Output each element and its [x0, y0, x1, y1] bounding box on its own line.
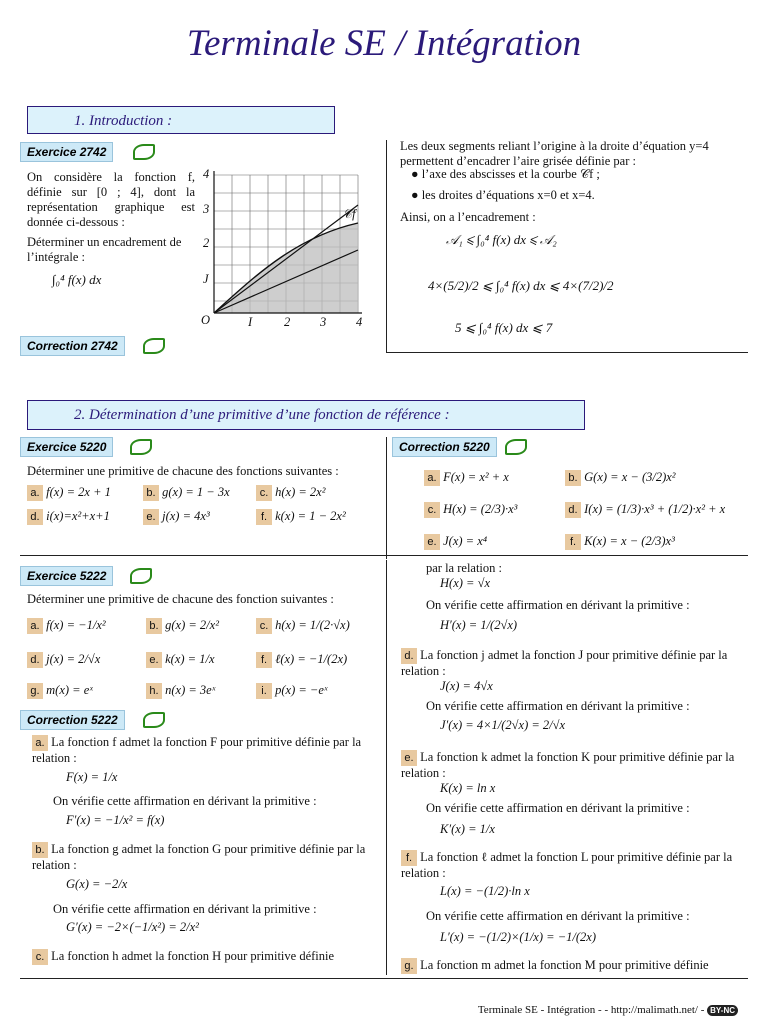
- cor5220-item-b: [565, 470, 676, 486]
- ex5220-item-a: [27, 485, 111, 501]
- exercise-2742-tag[interactable]: Exercice 2742: [20, 142, 113, 162]
- label-h: h.: [146, 683, 162, 699]
- label-d: d.: [401, 648, 417, 664]
- label-e: e.: [143, 509, 159, 525]
- leaf-icon[interactable]: [505, 439, 527, 455]
- ex5220-item-f: [256, 509, 346, 525]
- expr: h(x) = 1/(2·√x): [275, 618, 350, 632]
- encadrement-intro: Ainsi, on a l’encadrement :: [400, 210, 536, 224]
- label-d: d.: [27, 509, 43, 525]
- expr: h(x) = 2x²: [275, 485, 326, 499]
- ex5222-item-g: [27, 683, 93, 699]
- y-tick-3: 3: [203, 202, 210, 216]
- leaf-icon[interactable]: [130, 568, 152, 584]
- expr: ℓ(x) = −1/(2x): [275, 652, 348, 666]
- cont-relation-label: par la relation :: [426, 561, 503, 575]
- label-f: f.: [401, 850, 417, 866]
- cor5222-a: [32, 735, 372, 766]
- verify-e: On vérifie cette affirmation en dérivant la primitive :: [426, 801, 690, 815]
- footer-text[interactable]: Terminale SE - Intégration - - http://malimath.net/ -: [477, 1004, 705, 1016]
- cor5220-item-a: [424, 470, 509, 486]
- label-a: a.: [27, 485, 43, 501]
- leaf-icon[interactable]: [133, 144, 155, 160]
- label-f: f.: [256, 509, 272, 525]
- x-tick-3: 3: [320, 315, 327, 329]
- ex5222-item-i: [256, 683, 327, 699]
- expr: i(x)=x²+x+1: [46, 509, 110, 523]
- ex5222-item-b: [146, 618, 219, 634]
- expr: K(x) = x − (2/3)x³: [584, 534, 675, 548]
- curve-label: 𝒞f: [343, 207, 356, 221]
- verify-b: On vérifie cette affirmation en dérivant la primitive :: [53, 902, 317, 916]
- label-e: e.: [401, 750, 417, 766]
- leaf-icon[interactable]: [143, 338, 165, 354]
- statement: La fonction h admet la fonction H pour primitive définie: [51, 949, 335, 963]
- x-tick-4: 4: [356, 315, 363, 329]
- label-a: a.: [424, 470, 440, 486]
- label-c: c.: [256, 485, 272, 501]
- statement: La fonction f admet la fonction F pour primitive définie par la relation :: [32, 735, 362, 765]
- label-e: e.: [424, 534, 440, 550]
- row-divider: [20, 555, 748, 556]
- statement: La fonction k admet la fonction K pour primitive définie par la relation :: [401, 750, 735, 780]
- page-title: Terminale SE / Intégration: [186, 23, 582, 64]
- label-c: c.: [32, 949, 48, 965]
- expr: k(x) = 1/x: [165, 652, 215, 666]
- cor5222-d: [401, 648, 751, 679]
- encadrement-line-2: 4×(5/2)/2 ⩽ ∫₀⁴ f(x) dx ⩽ 4×(7/2)/2: [428, 278, 614, 293]
- bullet-1-text: l’axe des abscisses et la courbe 𝒞f ;: [421, 167, 600, 181]
- relation-a: F(x) = 1/x: [66, 770, 118, 784]
- expr: g(x) = 2/x²: [165, 618, 219, 632]
- expr: I(x) = (1/3)·x³ + (1/2)·x² + x: [584, 502, 726, 516]
- verify-a: On vérifie cette affirmation en dérivant la primitive :: [53, 794, 317, 808]
- ex5220-item-d: [27, 509, 110, 525]
- column-divider: [386, 140, 387, 353]
- expr: G(x) = x − (3/2)x²: [584, 470, 676, 484]
- statement: La fonction ℓ admet la fonction L pour primitive définie par la relation :: [401, 850, 733, 880]
- label-d: d.: [27, 652, 43, 668]
- section-divider: [386, 352, 748, 353]
- correction-5220-tag[interactable]: Correction 5220: [392, 437, 497, 457]
- label-a: a.: [32, 735, 48, 751]
- label-b: b.: [146, 618, 162, 634]
- x-tick-o: O: [201, 313, 211, 327]
- derivative-c: H′(x) = 1/(2√x): [440, 618, 518, 632]
- expr: H(x) = (2/3)·x³: [443, 502, 518, 516]
- label-a: a.: [27, 618, 43, 634]
- derivative-d: J′(x) = 4×1/(2√x) = 2/√x: [440, 718, 566, 732]
- derivative-a: F′(x) = −1/x² = f(x): [66, 813, 165, 827]
- right-intro-text: Les deux segments reliant l’origine à la droite d’équation y=4 permettent d’encadrer l’aire grisée définie par :: [400, 139, 709, 168]
- expr: F(x) = x² + x: [443, 470, 509, 484]
- ex5222-item-f: [256, 652, 347, 668]
- label-f: f.: [256, 652, 272, 668]
- ex5222-item-a: [27, 618, 106, 634]
- footer-divider: [20, 978, 748, 979]
- statement: La fonction j admet la fonction J pour primitive définie par la relation :: [401, 648, 728, 678]
- relation-d: J(x) = 4√x: [440, 679, 493, 693]
- label-d: d.: [565, 502, 581, 518]
- label-c: c.: [424, 502, 440, 518]
- expr: j(x) = 4x³: [162, 509, 210, 523]
- exercise-5222-tag[interactable]: Exercice 5222: [20, 566, 113, 586]
- intro-task: Déterminer un encadrement de l’intégrale :: [27, 235, 182, 264]
- intro-integral: ∫₀⁴ f(x) dx: [52, 272, 102, 287]
- ex5222-item-d: [27, 652, 100, 668]
- ex5220-item-c: [256, 485, 325, 501]
- section-introduction: 1. Introduction :: [27, 106, 335, 134]
- expr: g(x) = 1 − 3x: [162, 485, 230, 499]
- statement: La fonction g admet la fonction G pour primitive définie par la relation :: [32, 842, 366, 872]
- label-b: b.: [32, 842, 48, 858]
- y-tick-4: 4: [203, 167, 210, 181]
- ex5220-item-e: [143, 509, 210, 525]
- cor5222-g: [401, 958, 751, 974]
- ex5222-item-c: [256, 618, 350, 634]
- derivative-b: G′(x) = −2×(−1/x²) = 2/x²: [66, 920, 199, 934]
- label-e: e.: [146, 652, 162, 668]
- relation-b: G(x) = −2/x: [66, 877, 128, 891]
- y-tick-2: 2: [203, 236, 210, 250]
- column-divider: [386, 437, 387, 559]
- ex5222-task: Déterminer une primitive de chacune des fonction suivantes :: [27, 592, 334, 606]
- ex5222-item-h: [146, 683, 215, 699]
- intro-text: On considère la fonction f, définie sur [0 ; 4], dont la représentation graphique est donnée ci-dessous :: [27, 170, 195, 229]
- leaf-icon[interactable]: [130, 439, 152, 455]
- label-f: f.: [565, 534, 581, 550]
- label-i: i.: [256, 683, 272, 699]
- derivative-f: L′(x) = −(1/2)×(1/x) = −1/(2x): [440, 930, 596, 944]
- correction-5222-tag[interactable]: Correction 5222: [20, 710, 125, 730]
- ex5220-task: Déterminer une primitive de chacune des fonctions suivantes :: [27, 464, 339, 478]
- correction-2742-tag[interactable]: Correction 2742: [20, 336, 125, 356]
- column-divider: [386, 560, 387, 975]
- expr: k(x) = 1 − 2x²: [275, 509, 346, 523]
- label-g: g.: [27, 683, 43, 699]
- cor5220-item-e: [424, 534, 487, 550]
- expr: f(x) = −1/x²: [46, 618, 106, 632]
- section-primitives: 2. Détermination d’une primitive d’une fonction de référence :: [27, 400, 585, 430]
- relation-e: K(x) = ln x: [440, 781, 496, 795]
- label-b: b.: [565, 470, 581, 486]
- cor5220-item-d: [565, 502, 725, 518]
- x-tick-2: 2: [284, 315, 291, 329]
- expr: f(x) = 2x + 1: [46, 485, 111, 499]
- cor5222-f: [401, 850, 751, 881]
- bullet-2: ● les droites d’équations x=0 et x=4.: [411, 188, 595, 202]
- function-graph: [196, 165, 372, 330]
- cor5222-c: [32, 949, 372, 965]
- expr: J(x) = x⁴: [443, 534, 488, 548]
- leaf-icon[interactable]: [143, 712, 165, 728]
- footer: [478, 1004, 738, 1016]
- ex5222-item-e: [146, 652, 215, 668]
- label-c: c.: [256, 618, 272, 634]
- y-tick-j: J: [203, 272, 209, 286]
- expr: m(x) = eˣ: [46, 683, 93, 697]
- relation-f: L(x) = −(1/2)·ln x: [440, 884, 530, 898]
- cc-license-icon: BY-NC: [707, 1005, 738, 1016]
- bullet-1: ● l’axe des abscisses et la courbe 𝒞f ;: [411, 167, 600, 181]
- relation-c: H(x) = √x: [440, 576, 490, 590]
- exercise-5220-tag[interactable]: Exercice 5220: [20, 437, 113, 457]
- label-g: g.: [401, 958, 417, 974]
- cor5222-e: [401, 750, 751, 781]
- verify-c: On vérifie cette affirmation en dérivant la primitive :: [426, 598, 690, 612]
- ex5220-item-b: [143, 485, 230, 501]
- expr: j(x) = 2/√x: [46, 652, 101, 666]
- cor5220-item-f: [565, 534, 675, 550]
- expr: n(x) = 3eˣ: [165, 683, 216, 697]
- derivative-e: K′(x) = 1/x: [440, 822, 495, 836]
- encadrement-line-3: 5 ⩽ ∫₀⁴ f(x) dx ⩽ 7: [455, 320, 553, 335]
- x-tick-i: I: [248, 315, 253, 329]
- cor5220-item-c: [424, 502, 517, 518]
- verify-f: On vérifie cette affirmation en dérivant la primitive :: [426, 909, 690, 923]
- verify-d: On vérifie cette affirmation en dérivant la primitive :: [426, 699, 690, 713]
- label-b: b.: [143, 485, 159, 501]
- bullet-2-text: les droites d’équations x=0 et x=4.: [421, 188, 595, 202]
- statement: La fonction m admet la fonction M pour primitive définie: [420, 958, 709, 972]
- expr: p(x) = −eˣ: [275, 683, 328, 697]
- cor5222-b: [32, 842, 372, 873]
- encadrement-line-1: 𝒜₁ ⩽ ∫₀⁴ f(x) dx ⩽ 𝒜₂: [446, 232, 557, 247]
